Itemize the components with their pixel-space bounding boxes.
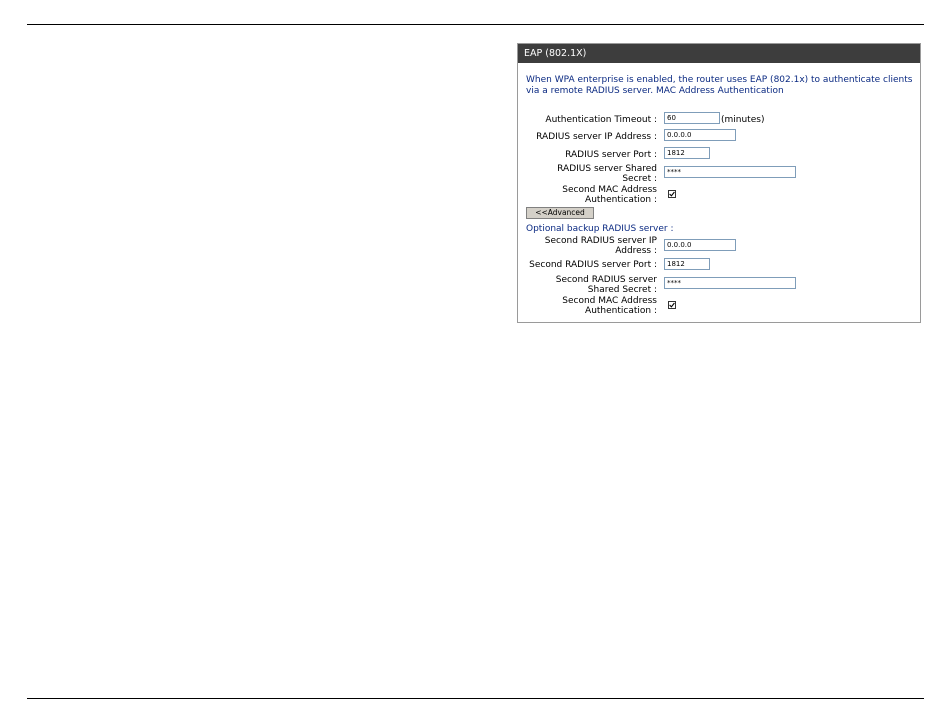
second-radius-secret-label-line1: Second RADIUS server: [555, 275, 657, 285]
radius-ip-input[interactable]: [664, 129, 736, 141]
checkmark-icon: [669, 302, 675, 308]
advanced-button[interactable]: <<Advanced: [526, 207, 594, 219]
second-mac-auth-label-line2: Authentication :: [585, 306, 657, 316]
auth-timeout-input[interactable]: [664, 112, 720, 124]
second-radius-ip-input[interactable]: [664, 239, 736, 251]
mac-auth-checkbox[interactable]: [668, 190, 676, 198]
radius-ip-label: RADIUS server IP Address :: [536, 132, 657, 142]
radius-secret-input[interactable]: [664, 166, 796, 178]
second-radius-port-input[interactable]: [664, 258, 710, 270]
panel-title: EAP (802.1X): [518, 44, 920, 63]
second-radius-ip-label-line2: Address :: [615, 246, 657, 256]
mac-auth-label-line2: Authentication :: [585, 195, 657, 205]
radius-secret-label-line2: Secret :: [622, 174, 657, 184]
auth-timeout-label: Authentication Timeout :: [545, 115, 657, 125]
bottom-divider: [27, 698, 924, 699]
mac-auth-label-line1: Second MAC Address: [562, 185, 657, 195]
auth-timeout-unit: (minutes): [721, 115, 765, 125]
radius-port-input[interactable]: [664, 147, 710, 159]
second-mac-auth-label-line1: Second MAC Address: [562, 296, 657, 306]
second-radius-secret-label-line2: Shared Secret :: [587, 285, 657, 295]
panel-description: When WPA enterprise is enabled, the router uses EAP (802.1x) to authenticate clients via a remote RADIUS server. MAC Address Authentication: [526, 75, 913, 96]
radius-port-label: RADIUS server Port :: [565, 150, 657, 160]
top-divider: [27, 24, 924, 25]
checkmark-icon: [669, 191, 675, 197]
eap-settings-panel: [517, 43, 921, 323]
backup-section-title: Optional backup RADIUS server :: [526, 224, 674, 234]
second-radius-ip-label-line1: Second RADIUS server IP: [544, 236, 657, 246]
radius-secret-label-line1: RADIUS server Shared: [557, 164, 657, 174]
second-mac-auth-checkbox[interactable]: [668, 301, 676, 309]
second-radius-secret-input[interactable]: [664, 277, 796, 289]
second-radius-port-label: Second RADIUS server Port :: [529, 260, 657, 270]
